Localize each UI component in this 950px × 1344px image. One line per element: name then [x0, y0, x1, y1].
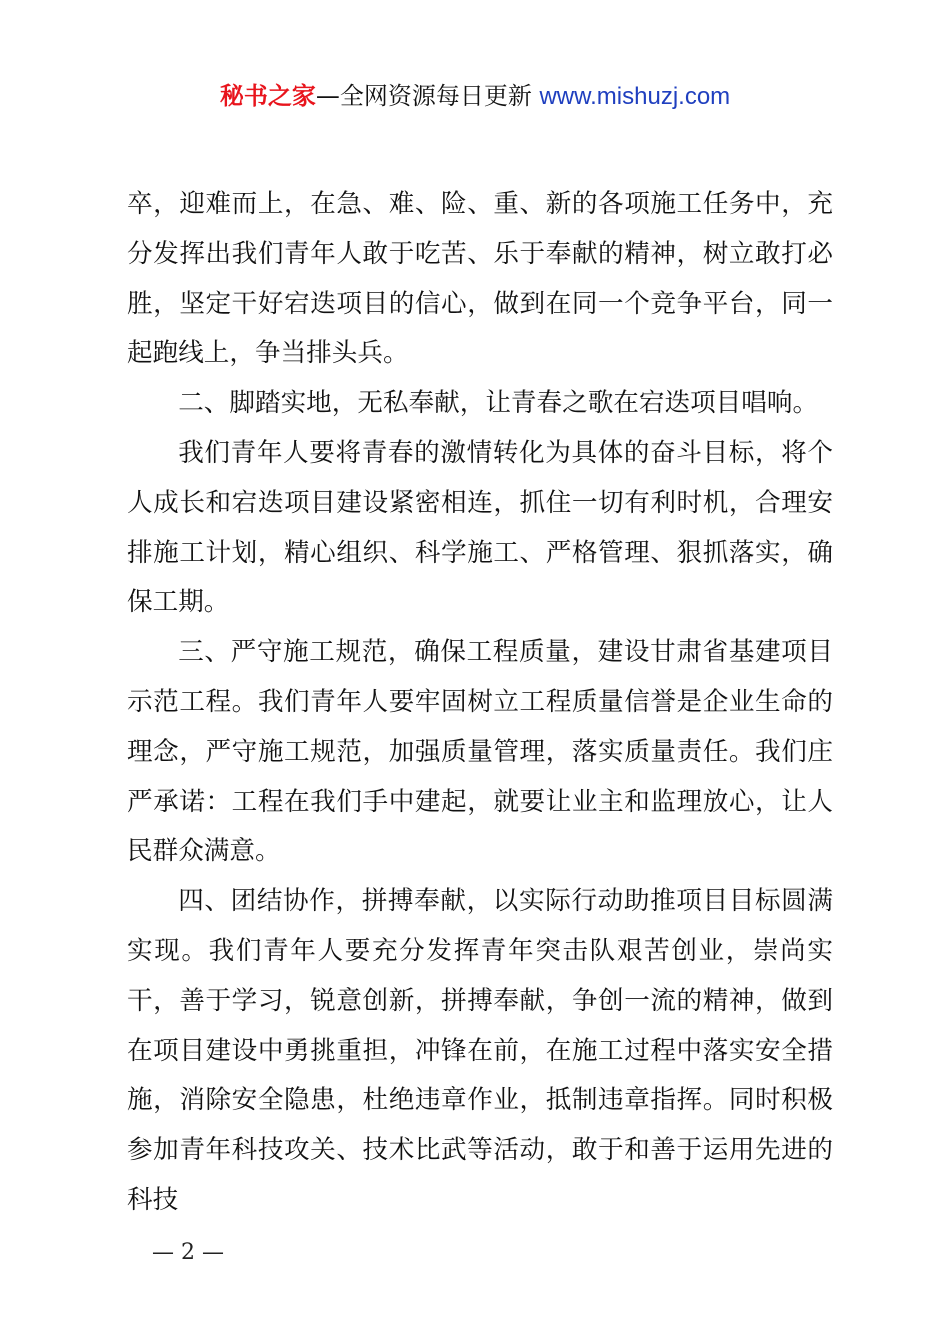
site-url[interactable]: www.mishuzj.com: [539, 83, 731, 110]
paragraph-continuation: 卒，迎难而上，在急、难、险、重、新的各项施工任务中，充分发挥出我们青年人敢于吃苦、乐于奉献的精神，树立敢打必胜，坚定干好宕迭项目的信心，做到在同一个竞争平台，同一起跑线上，争当排头兵。: [127, 189, 833, 369]
site-header: [0, 80, 950, 113]
paragraph-heading-four: 四、团结协作，拼搏奉献，以实际行动助推项目目标圆满实现。我们青年人要充分发挥青年突击队艰苦创业，崇尚实干，善于学习，锐意创新，拼搏奉献，争创一流的精神，做到在项目建设中勇挑重担，冲锋在前，在施工过程中落实安全措施，消除安全隐患，杜绝违章作业，抵制违章指挥。同时积极参加青年科技攻关、技术比武等活动，敢于和善于运用先进的科技: [127, 886, 833, 1215]
paragraph-heading-two: 二、脚踏实地，无私奉献，让青春之歌在宕迭项目唱响。: [178, 388, 819, 419]
site-tagline: —全网资源每日更新: [315, 82, 540, 110]
paragraph: 我们青年人要将青春的激情转化为具体的奋斗目标，将个人成长和宕迭项目建设紧密相连，抓住一切有利时机，合理安排施工计划，精心组织、科学施工、严格管理、狠抓落实，确保工期。: [127, 437, 833, 618]
document-body: [127, 180, 833, 1226]
paragraph-heading-three: 三、严守施工规范，确保工程质量，建设甘肃省基建项目示范工程。我们青年人要牢固树立工程质量信誉是企业生命的理念，严守施工规范，加强质量管理，落实质量责任。我们庄严承诺：工程在我们手中建起，就要让业主和监理放心，让人民群众满意。: [127, 637, 833, 867]
page-number: — 2 —: [152, 1240, 224, 1265]
site-brand: 秘书之家: [219, 82, 316, 110]
